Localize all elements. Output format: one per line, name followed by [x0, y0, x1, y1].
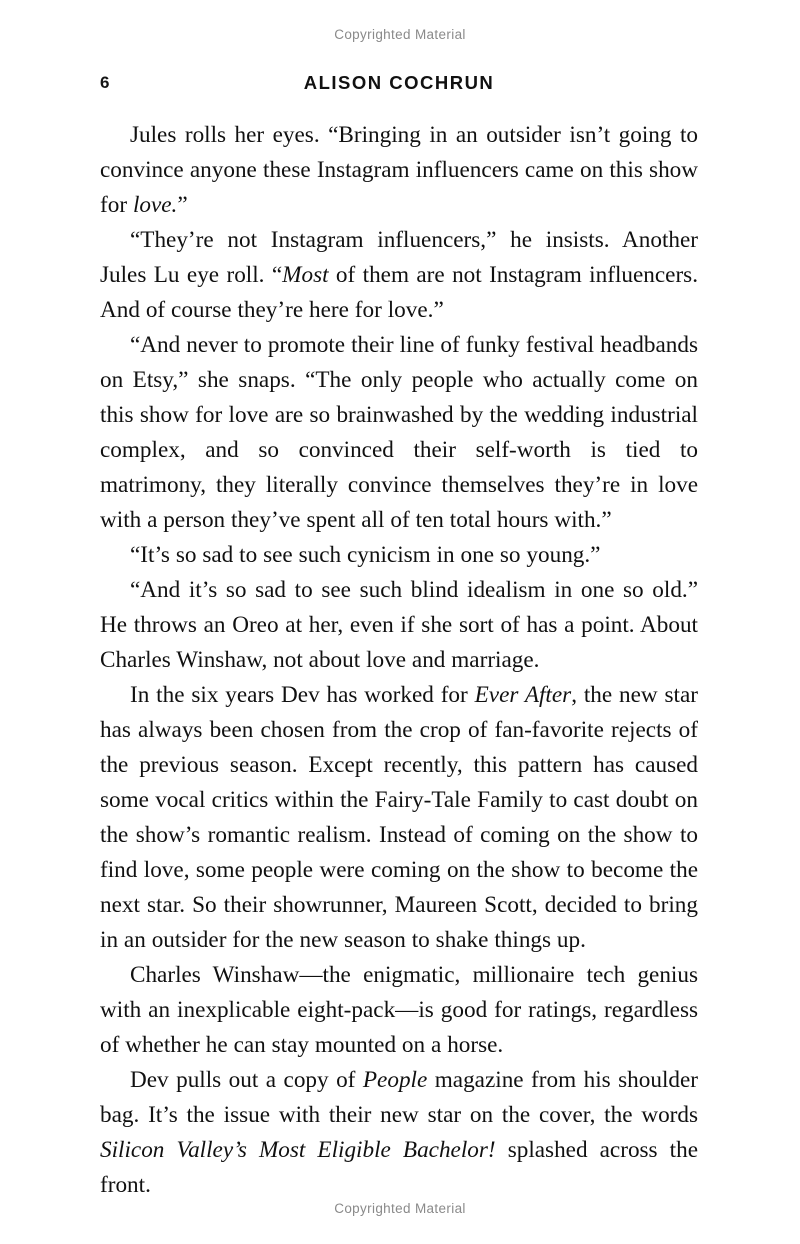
- text-run: “And never to promote their line of funky festival headbands on Etsy,” she snaps. “The only people who actually come on this show for love are so brainwashed by the wedding industrial complex, and so convinced their self-worth is tied to matrimony, they literally convince themselves they’re in love with a person they’ve spent all of ten total hours with.”: [100, 332, 698, 533]
- paragraph: [100, 958, 698, 1063]
- italic-run: Silicon Valley’s Most Eligible Bachelor!: [100, 1137, 496, 1163]
- italic-run: Most: [282, 262, 329, 288]
- paragraph: [100, 573, 698, 678]
- text-run: splashed across the front.: [100, 1137, 698, 1198]
- text-run: Charles Winshaw—the enigmatic, millionaire tech genius with an inexplicable eight-pack—is good for ratings, regardless of whether he can stay mounted on a horse.: [100, 962, 698, 1058]
- text-run: In the six years Dev has worked for: [130, 682, 475, 708]
- text-run: Jules rolls her eyes. “Bringing in an outsider isn’t going to convince anyone these Instagram influencers came on this show for: [100, 122, 698, 218]
- text-run: “And it’s so sad to see such blind idealism in one so old.” He throws an Oreo at her, even if she sort of has a point. About Charles Winshaw, not about love and marriage.: [100, 577, 698, 673]
- text-run: Dev pulls out a copy of: [130, 1067, 363, 1093]
- text-run: , the new star has always been chosen from the crop of fan-favorite rejects of the previous season. Except recently, this pattern has caused some vocal critics within the Fairy-Tale Family to cast doubt on the show’s romantic realism. Instead of coming on the show to find love, some people were coming on the show to become the next star. So their showrunner, Maureen Scott, decided to bring in an outsider for the new season to shake things up.: [100, 682, 698, 953]
- copyright-watermark-bottom: Copyrighted Material: [334, 1201, 466, 1216]
- paragraph: [100, 538, 698, 573]
- text-run: of them are not Instagram influencers. And of course they’re here for love.”: [100, 262, 698, 323]
- text-run: ”: [177, 192, 188, 218]
- text-run: “They’re not Instagram influencers,” he insists. Another Jules Lu eye roll. “: [100, 227, 698, 288]
- body-text-block: [100, 118, 698, 1203]
- page-number: 6: [100, 73, 110, 92]
- paragraph: [100, 328, 698, 538]
- running-head: [100, 70, 698, 96]
- text-run: “It’s so sad to see such cynicism in one so young.”: [130, 542, 601, 568]
- italic-run: Ever After: [474, 682, 572, 708]
- book-author-name: ALISON COCHRUN: [303, 72, 495, 93]
- paragraph: [100, 1063, 698, 1203]
- italic-run: People: [362, 1067, 428, 1093]
- text-run: magazine from his shoulder bag. It’s the issue with their new star on the cover, the words: [100, 1067, 698, 1128]
- italic-run: love.: [132, 192, 178, 218]
- paragraph: [100, 678, 698, 958]
- copyright-watermark-top: Copyrighted Material: [334, 27, 466, 42]
- paragraph: [100, 223, 698, 328]
- paragraph: [100, 118, 698, 223]
